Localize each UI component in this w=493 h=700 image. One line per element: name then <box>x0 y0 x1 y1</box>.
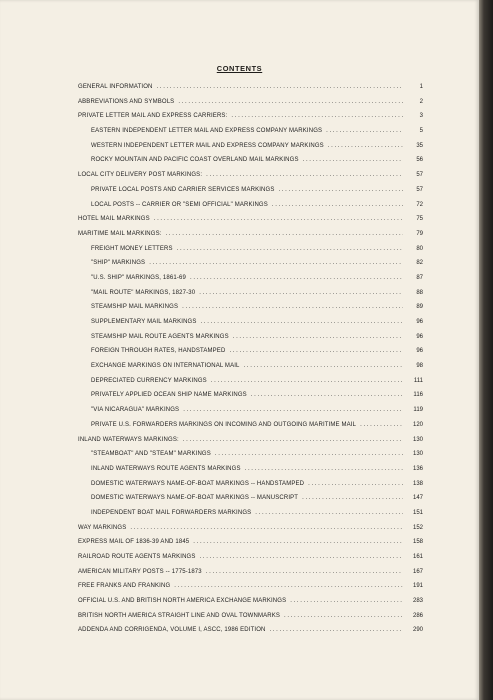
dot-leader <box>255 509 403 517</box>
toc-entry-label: "MAIL ROUTE" MARKINGS, 1827-30 <box>91 289 196 296</box>
toc-entry-label: LOCAL CITY DELIVERY POST MARKINGS: <box>78 172 203 179</box>
toc-subentry <box>78 421 423 429</box>
toc-entry-label: "STEAMBOAT" AND "STEAM" MARKINGS <box>91 451 211 458</box>
dot-leader <box>183 406 403 414</box>
dot-leader <box>328 142 403 150</box>
page-title <box>0 64 479 73</box>
toc-page-number: 147 <box>412 495 423 502</box>
dot-leader <box>360 421 403 429</box>
dot-leader <box>326 127 403 135</box>
toc-page-number: 283 <box>412 598 423 605</box>
dot-leader <box>308 480 403 488</box>
toc-entry-label: LOCAL POSTS -- CARRIER OR "SEMI OFFICIAL" MARKINGS <box>91 201 268 208</box>
toc-entry <box>78 230 423 238</box>
toc-page-number: 191 <box>412 583 423 590</box>
dot-leader <box>231 112 403 120</box>
toc-subentry <box>78 142 423 150</box>
toc-entry <box>78 524 423 532</box>
dot-leader <box>270 626 403 634</box>
toc-entry-label: MARITIME MAIL MARKINGS: <box>78 230 162 237</box>
toc-entry-label: INDEPENDENT BOAT MAIL FORWARDERS MARKINGS <box>91 509 252 516</box>
toc-subentry <box>78 450 423 458</box>
toc-entry <box>78 597 423 605</box>
toc-page-number: 96 <box>416 348 423 355</box>
toc-page-number: 57 <box>416 186 423 193</box>
toc-entry-label: "SHIP" MARKINGS <box>91 260 146 267</box>
toc-subentry <box>78 509 423 517</box>
toc-entry-label: STEAMSHIP MAIL ROUTE AGENTS MARKINGS <box>91 333 229 340</box>
toc-entry-label: HOTEL MAIL MARKINGS <box>78 216 150 223</box>
toc-page-number: 130 <box>412 451 423 458</box>
toc-entry-label: RAILROAD ROUTE AGENTS MARKINGS <box>78 554 196 560</box>
toc-entry <box>78 582 423 590</box>
dot-leader <box>183 436 403 444</box>
toc-page-number: 1 <box>419 84 423 90</box>
toc-subentry <box>78 259 423 267</box>
toc-subentry <box>78 303 423 311</box>
toc-page-number: 138 <box>412 480 423 487</box>
toc-entry-label: FREE FRANKS AND FRANKING <box>78 583 171 590</box>
toc-page-number: 75 <box>416 216 423 223</box>
dot-leader <box>201 318 403 326</box>
toc-page-number: 158 <box>412 539 423 546</box>
toc-page-number: 111 <box>413 377 423 384</box>
dot-leader <box>279 186 403 194</box>
dot-leader <box>182 303 403 311</box>
dot-leader <box>200 553 403 561</box>
dot-leader <box>157 83 403 91</box>
toc-subentry <box>78 333 423 341</box>
toc-entry <box>78 626 423 634</box>
toc-entry-label: GENERAL INFORMATION <box>78 84 153 90</box>
toc-subentry <box>78 377 423 385</box>
toc-page-number: 57 <box>416 172 423 179</box>
toc-entry-label: WAY MARKINGS <box>78 524 127 531</box>
toc-entry-label: OFFICIAL U.S. AND BRITISH NORTH AMERICA EXCHANGE MARKINGS <box>78 598 287 605</box>
toc-entry <box>78 538 423 546</box>
toc-entry <box>78 98 423 106</box>
toc-page-number: 152 <box>412 524 423 531</box>
toc-subentry <box>78 245 423 253</box>
toc-page-number: 82 <box>416 260 423 267</box>
toc-subentry <box>78 347 423 355</box>
page-edge-shadow <box>479 0 493 700</box>
toc-subentry <box>78 318 423 326</box>
toc-entry-label: EXPRESS MAIL OF 1836-39 AND 1845 <box>78 539 190 546</box>
dot-leader <box>206 568 403 576</box>
toc-entry-label: BRITISH NORTH AMERICA STRAIGHT LINE AND OVAL TOWNMARKS <box>78 612 281 619</box>
toc-entry <box>78 553 423 561</box>
toc-entry-label: ROCKY MOUNTAIN AND PACIFIC COAST OVERLAND MAIL MARKINGS <box>91 157 299 164</box>
table-of-contents <box>78 83 423 634</box>
toc-entry <box>78 83 423 91</box>
toc-subentry <box>78 156 423 164</box>
dot-leader <box>178 98 403 106</box>
toc-subentry <box>78 186 423 194</box>
toc-page-number: 98 <box>416 363 423 370</box>
dot-leader <box>154 215 403 223</box>
dot-leader <box>190 274 403 282</box>
toc-entry-label: STEAMSHIP MAIL MARKINGS <box>91 304 179 311</box>
toc-page-number: 87 <box>416 274 423 281</box>
toc-entry-label: ADDENDA AND CORRIGENDA, VOLUME I, ASCC, 1986 EDITION <box>78 627 266 634</box>
dot-leader <box>130 524 403 532</box>
dot-leader <box>302 494 403 502</box>
toc-page-number: 96 <box>416 333 423 340</box>
toc-entry-label: INLAND WATERWAYS ROUTE AGENTS MARKINGS <box>91 465 241 472</box>
toc-page-number: 72 <box>416 201 423 208</box>
dot-leader <box>284 612 403 620</box>
toc-page-number: 167 <box>412 568 423 575</box>
toc-subentry <box>78 406 423 414</box>
dot-leader <box>206 171 403 179</box>
toc-entry-label: DEPRECIATED CURRENCY MARKINGS <box>91 377 207 384</box>
toc-subentry <box>78 274 423 282</box>
toc-entry <box>78 612 423 620</box>
toc-entry-label: DOMESTIC WATERWAYS NAME-OF-BOAT MARKINGS -- HANDSTAMPED <box>91 480 305 487</box>
toc-entry-label: ABBREVIATIONS AND SYMBOLS <box>78 98 175 105</box>
toc-subentry <box>78 465 423 473</box>
toc-entry-label: EASTERN INDEPENDENT LETTER MAIL AND EXPRESS COMPANY MARKINGS <box>91 128 323 135</box>
toc-page-number: 136 <box>412 465 423 472</box>
dot-leader <box>244 362 403 370</box>
toc-subentry <box>78 289 423 297</box>
toc-page-number: 2 <box>419 98 423 105</box>
dot-leader <box>229 347 403 355</box>
dot-leader <box>193 538 403 546</box>
toc-subentry <box>78 201 423 209</box>
toc-entry-label: "U.S. SHIP" MARKINGS, 1861-69 <box>91 274 186 281</box>
toc-page-number: 161 <box>412 554 423 560</box>
page-title-text: CONTENTS <box>216 64 263 73</box>
toc-entry-label: SUPPLEMENTARY MAIL MARKINGS <box>91 319 197 325</box>
toc-subentry <box>78 127 423 135</box>
toc-page-number: 5 <box>419 128 423 135</box>
dot-leader <box>290 597 403 605</box>
toc-entry <box>78 436 423 444</box>
toc-page-number: 119 <box>413 407 423 414</box>
toc-entry <box>78 215 423 223</box>
dot-leader <box>215 450 403 458</box>
toc-entry-label: PRIVATE LETTER MAIL AND EXPRESS CARRIERS: <box>78 113 228 120</box>
dot-leader <box>251 391 403 399</box>
toc-page-number: 120 <box>412 421 423 428</box>
toc-entry <box>78 112 423 120</box>
toc-page-number: 151 <box>412 509 423 516</box>
toc-entry <box>78 568 423 576</box>
dot-leader <box>272 201 403 209</box>
dot-leader <box>233 333 403 341</box>
dot-leader <box>211 377 403 385</box>
toc-subentry <box>78 480 423 488</box>
dot-leader <box>303 156 403 164</box>
dot-leader <box>174 582 403 590</box>
toc-entry-label: "VIA NICARAGUA" MARKINGS <box>91 407 180 414</box>
toc-entry-label: FREIGHT MONEY LETTERS <box>91 245 173 252</box>
toc-entry-label: FOREIGN THROUGH RATES, HANDSTAMPED <box>91 348 226 355</box>
toc-entry-label: PRIVATELY APPLIED OCEAN SHIP NAME MARKINGS <box>91 392 247 399</box>
toc-entry-label: WESTERN INDEPENDENT LETTER MAIL AND EXPRESS COMPANY MARKINGS <box>91 142 324 149</box>
toc-page-number: 35 <box>416 142 423 149</box>
toc-entry-label: DOMESTIC WATERWAYS NAME-OF-BOAT MARKINGS -- MANUSCRIPT <box>91 495 299 502</box>
toc-page-number: 89 <box>416 304 423 311</box>
toc-entry <box>78 171 423 179</box>
dot-leader <box>245 465 403 473</box>
toc-subentry <box>78 391 423 399</box>
toc-page-number: 96 <box>416 319 423 325</box>
dot-leader <box>149 259 403 267</box>
toc-page-number: 79 <box>416 230 423 237</box>
toc-subentry <box>78 362 423 370</box>
toc-page-number: 290 <box>412 627 423 634</box>
toc-page-number: 116 <box>413 392 423 399</box>
toc-page-number: 56 <box>416 157 423 164</box>
dot-leader <box>199 289 403 297</box>
toc-page-number: 286 <box>412 612 423 619</box>
dot-leader <box>166 230 403 238</box>
toc-page-number: 3 <box>419 113 423 120</box>
toc-entry-label: EXCHANGE MARKINGS ON INTERNATIONAL MAIL <box>91 363 240 370</box>
toc-entry-label: PRIVATE LOCAL POSTS AND CARRIER SERVICES MARKINGS <box>91 186 275 193</box>
dot-leader <box>177 245 403 253</box>
toc-entry-label: PRIVATE U.S. FORWARDERS MARKINGS ON INCOMING AND OUTGOING MARITIME MAIL <box>91 421 357 428</box>
toc-page-number: 88 <box>416 289 423 296</box>
toc-page-number: 130 <box>412 436 423 443</box>
toc-entry-label: INLAND WATERWAYS MARKINGS: <box>78 436 179 443</box>
toc-entry-label: AMERICAN MILITARY POSTS -- 1775-1873 <box>78 568 202 575</box>
toc-page-number: 80 <box>416 245 423 252</box>
toc-subentry <box>78 494 423 502</box>
